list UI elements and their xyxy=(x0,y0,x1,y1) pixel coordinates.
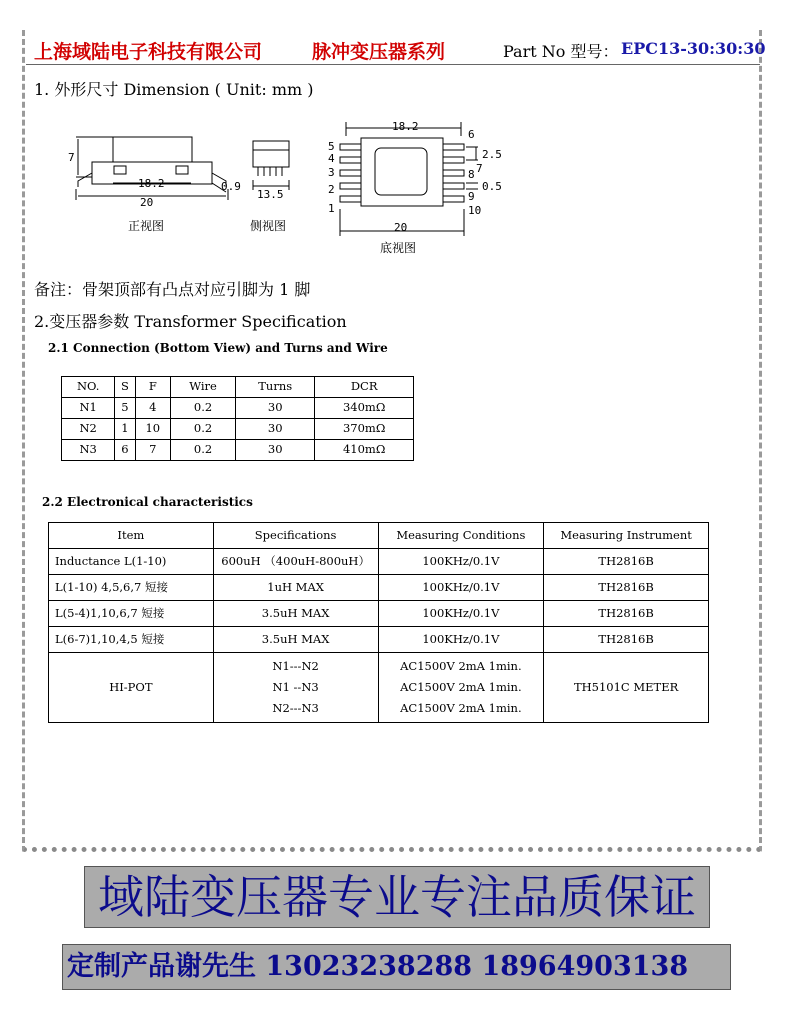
product-series: 脉冲变压器系列 xyxy=(312,41,446,63)
subsection-connection-title: 2.1 Connection (Bottom View) and Turns and Wire xyxy=(48,341,388,355)
hipot-condition: AC1500V 2mA 1min. xyxy=(400,659,522,673)
hipot-condition: AC1500V 2mA 1min. xyxy=(400,680,522,694)
pin-label-right: 9 xyxy=(468,190,475,203)
table-row xyxy=(49,549,709,575)
pin-label-right: 6 xyxy=(468,128,475,141)
side-view-caption: 侧视图 xyxy=(250,219,287,233)
front-inner-dim: 18.2 xyxy=(138,177,165,190)
table-cell: 100KHz/0.1V xyxy=(378,549,544,575)
table-cell-multiline xyxy=(213,653,378,723)
bottom-view-caption: 底视图 xyxy=(380,241,417,255)
header-cell: F xyxy=(135,377,171,398)
table-cell: 30 xyxy=(236,440,315,461)
table-cell: 5 xyxy=(115,398,135,419)
table-cell: 100KHz/0.1V xyxy=(378,601,544,627)
table-cell: 1uH MAX xyxy=(213,575,378,601)
dimension-drawings xyxy=(0,0,793,270)
table-cell: 100KHz/0.1V xyxy=(378,575,544,601)
front-view-caption: 正视图 xyxy=(128,219,165,233)
pin-lead-dim: 0.5 xyxy=(482,180,502,193)
front-view-drawing xyxy=(76,137,228,200)
table-row xyxy=(49,627,709,653)
table-cell: 7 xyxy=(135,440,171,461)
contact-banner: 定制产品谢先生 13023238288 18964903138 xyxy=(62,944,731,990)
table-cell: TH2816B xyxy=(544,575,709,601)
table-cell: Inductance L(1-10) xyxy=(49,549,214,575)
bottom-view-drawing xyxy=(340,122,478,236)
hipot-spec: N2---N3 xyxy=(272,701,319,715)
pin-label-left: 4 xyxy=(328,152,335,165)
table-cell-multiline xyxy=(378,653,544,723)
header-cell: S xyxy=(115,377,135,398)
part-number-label: Part No 型号： xyxy=(503,42,619,61)
electrical-table xyxy=(48,522,709,723)
table-cell: N3 xyxy=(62,440,115,461)
table-row xyxy=(62,440,414,461)
pin-label-right: 8 xyxy=(468,168,475,181)
header-cell: NO. xyxy=(62,377,115,398)
header-cell: DCR xyxy=(315,377,414,398)
table-cell: HI-POT xyxy=(49,653,214,723)
front-height-dim: 7 xyxy=(68,151,75,164)
section-spec-title: 2.变压器参数 Transformer Specification xyxy=(34,312,347,331)
table-cell: N2 xyxy=(62,419,115,440)
table-cell: 4 xyxy=(135,398,171,419)
company-name: 上海域陆电子科技有限公司 xyxy=(34,41,263,63)
table-cell: 370mΩ xyxy=(315,419,414,440)
table-cell: L(6-7)1,10,4,5 短接 xyxy=(49,627,214,653)
header-cell: Item xyxy=(49,523,214,549)
table-row xyxy=(62,419,414,440)
table-cell: 10 xyxy=(135,419,171,440)
table-header-row xyxy=(49,523,709,549)
pin-label-right: 10 xyxy=(468,204,482,217)
table-header-row xyxy=(62,377,414,398)
table-cell: TH2816B xyxy=(544,627,709,653)
table-cell: TH5101C METER xyxy=(544,653,709,723)
header-cell: Specifications xyxy=(213,523,378,549)
pin-label-left: 1 xyxy=(328,202,335,215)
table-row xyxy=(62,398,414,419)
hipot-spec: N1---N2 xyxy=(272,659,319,673)
pin-label-left: 3 xyxy=(328,166,335,179)
table-cell: L(5-4)1,10,6,7 短接 xyxy=(49,601,214,627)
header-cell: Wire xyxy=(171,377,236,398)
front-outer-dim: 20 xyxy=(140,196,154,209)
slogan-banner: 域陆变压器专业专注品质保证 xyxy=(84,866,710,928)
table-cell: 3.5uH MAX xyxy=(213,601,378,627)
bottom-width-dim: 20 xyxy=(394,221,408,234)
pin-label-right: 7 xyxy=(476,162,483,175)
subsection-electrical-title: 2.2 Electronical characteristics xyxy=(42,495,253,509)
table-cell: 100KHz/0.1V xyxy=(378,627,544,653)
table-cell: N1 xyxy=(62,398,115,419)
header-cell: Measuring Conditions xyxy=(378,523,544,549)
side-view-drawing xyxy=(253,141,289,190)
table-cell: 0.2 xyxy=(171,398,236,419)
table-cell: 600uH （400uH-800uH） xyxy=(213,549,378,575)
table-cell: 410mΩ xyxy=(315,440,414,461)
table-row-hipot xyxy=(49,653,709,723)
table-cell: TH2816B xyxy=(544,549,709,575)
bottom-top-dim: 18.2 xyxy=(392,120,419,133)
table-cell: 3.5uH MAX xyxy=(213,627,378,653)
table-cell: 0.2 xyxy=(171,440,236,461)
table-cell: TH2816B xyxy=(544,601,709,627)
table-cell: 340mΩ xyxy=(315,398,414,419)
winding-table xyxy=(61,376,414,461)
front-lead-dim: 0.9 xyxy=(221,180,241,193)
part-number: EPC13-30:30:30 xyxy=(621,39,766,58)
section-dimension-title: 1. 外形尺寸 Dimension ( Unit: mm ) xyxy=(34,80,314,99)
pin-pitch-dim: 2.5 xyxy=(482,148,502,161)
hipot-condition: AC1500V 2mA 1min. xyxy=(400,701,522,715)
hipot-spec: N1 --N3 xyxy=(272,680,319,694)
table-cell: 1 xyxy=(115,419,135,440)
table-cell: 6 xyxy=(115,440,135,461)
table-cell: 30 xyxy=(236,398,315,419)
pin-label-left: 2 xyxy=(328,183,335,196)
pin-label-left: 5 xyxy=(328,140,335,153)
header-cell: Turns xyxy=(236,377,315,398)
table-row xyxy=(49,601,709,627)
header-cell: Measuring Instrument xyxy=(544,523,709,549)
table-cell: 0.2 xyxy=(171,419,236,440)
side-width-dim: 13.5 xyxy=(257,188,284,201)
table-row xyxy=(49,575,709,601)
table-cell: L(1-10) 4,5,6,7 短接 xyxy=(49,575,214,601)
table-cell: 30 xyxy=(236,419,315,440)
pin-note: 备注：骨架顶部有凸点对应引脚为 1 脚 xyxy=(34,280,311,299)
